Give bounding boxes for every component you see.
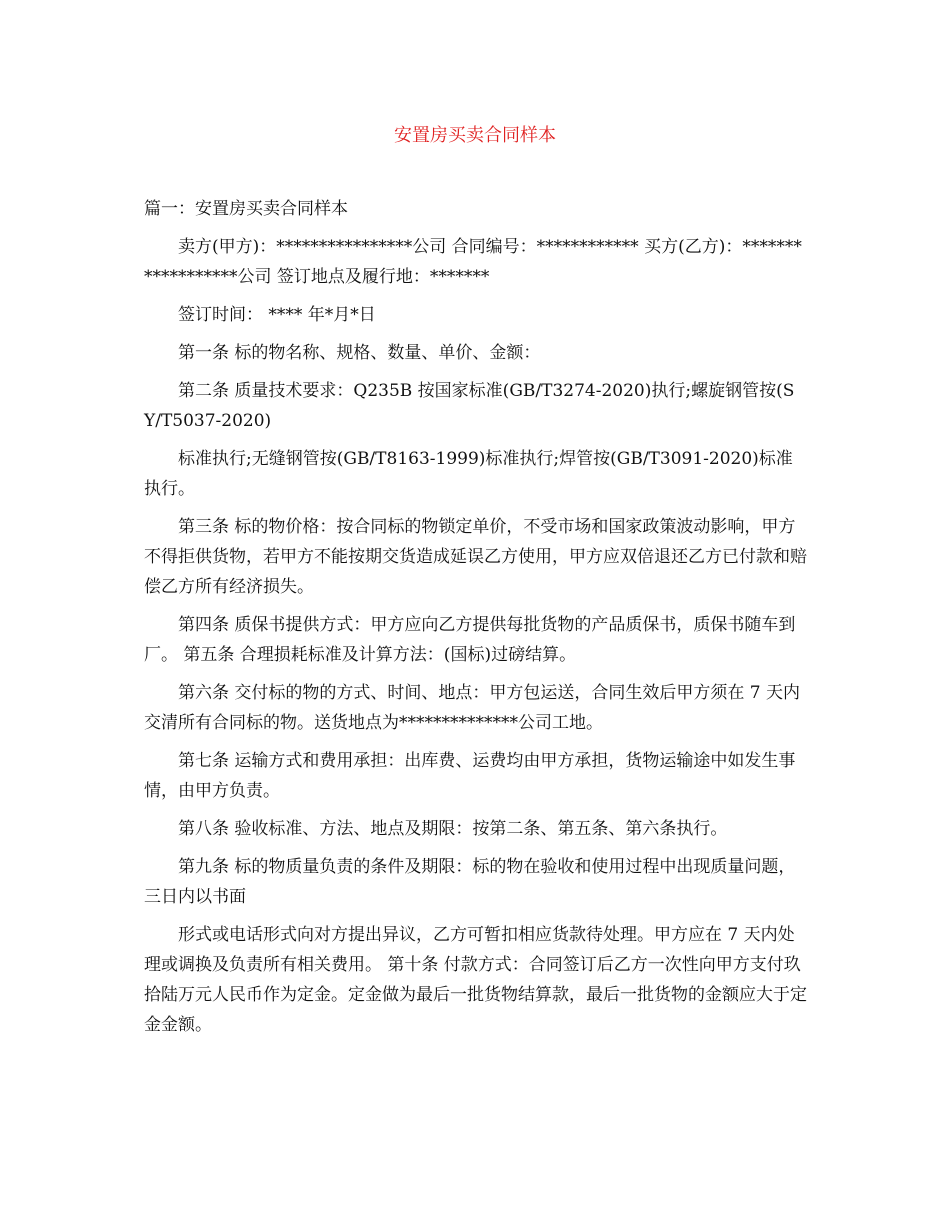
paragraph-article-2: 第二条 质量技术要求：Q235B 按国家标准(GB/T3274-2020)执行;螺旋钢管按(SY/T5037-2020) <box>144 381 795 431</box>
document-body <box>144 194 808 1048</box>
paragraph-article-9: 第九条 标的物质量负责的条件及期限：标的物在验收和使用过程中出现质量问题，三日内以书面 <box>144 857 796 907</box>
paragraph-article-6: 第六条 交付标的物的方式、时间、地点：甲方包运送，合同生效后甲方须在 7 天内交清所有合同标的物。送货地点为**************公司工地。 <box>144 683 801 733</box>
paragraph-article-7: 第七条 运输方式和费用承担：出库费、运费均由甲方承担，货物运输途中如发生事情，由甲方负责。 <box>144 751 796 801</box>
paragraph-article-9-10: 形式或电话形式向对方提出异议，乙方可暂扣相应货款待处理。甲方应在 7 天内处理或调换及负责所有相关费用。 第十条 付款方式：合同签订后乙方一次性向甲方支付玖拾陆万元人民币作为定金。定金做为最后一批货物结算款，最后一批货物的金额应大于定金金额。 <box>144 925 807 1035</box>
paragraph-parties: 卖方(甲方)：****************公司 合同编号：************ 买方(乙方)：******************公司 签订地点及履行地：******* <box>144 237 802 287</box>
paragraph-article-2-cont: 标准执行;无缝钢管按(GB/T8163-1999)标准执行;焊管按(GB/T3091-2020)标准执行。 <box>144 449 793 499</box>
document-title: 安置房买卖合同样本 <box>394 125 556 146</box>
paragraph-article-1: 第一条 标的物名称、规格、数量、单价、金额： <box>178 343 541 363</box>
section-heading: 篇一：安置房买卖合同样本 <box>144 199 348 219</box>
paragraph-article-8: 第八条 验收标准、方法、地点及期限：按第二条、第五条、第六条执行。 <box>178 819 728 839</box>
paragraph-signing-date: 签订时间： **** 年*月*日 <box>178 305 376 325</box>
paragraph-article-3: 第三条 标的物价格：按合同标的物锁定单价，不受市场和国家政策波动影响，甲方不得拒供货物，若甲方不能按期交货造成延误乙方使用，甲方应双倍退还乙方已付款和赔偿乙方所有经济损失。 <box>144 517 807 597</box>
paragraph-article-4-5: 第四条 质保书提供方式：甲方应向乙方提供每批货物的产品质保书，质保书随车到厂。 第五条 合理损耗标准及计算方法：(国标)过磅结算。 <box>144 615 796 665</box>
